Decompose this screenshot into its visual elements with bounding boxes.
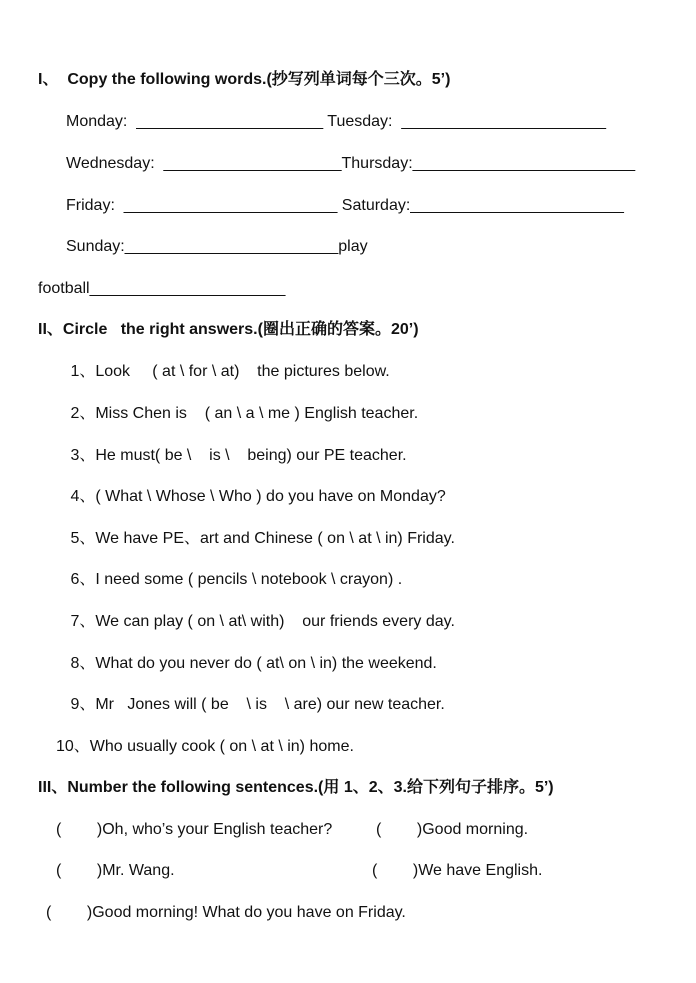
- sentence-3: ( )Mr. Wang.: [56, 862, 175, 879]
- question-4: 4、( What \ Whose \ Who ) do you have on Monday?: [66, 488, 446, 505]
- sentence-1: ( )Oh, who’s your English teacher?: [56, 821, 333, 838]
- copy-row-football: football______________________: [38, 280, 286, 297]
- question-6: 6、I need some ( pencils \ notebook \ crayon) .: [66, 571, 403, 588]
- question-3: 3、He must( be \ is \ being) our PE teacher.: [66, 447, 407, 464]
- copy-row-monday-tuesday: Monday: _____________________ Tuesday: _______________________: [66, 113, 607, 130]
- question-9: 9、Mr Jones will ( be \ is \ are) our new teacher.: [66, 696, 445, 713]
- question-2: 2、Miss Chen is ( an \ a \ me ) English teacher.: [66, 405, 419, 422]
- section-3-title: III、Number the following sentences.(用 1、2、3.给下列句子排序。5’): [38, 779, 554, 796]
- sentence-2: ( )Good morning.: [376, 821, 529, 838]
- question-7: 7、We can play ( on \ at\ with) our friends every day.: [66, 613, 455, 630]
- copy-row-wednesday-thursday: Wednesday: ____________________Thursday:_________________________: [66, 155, 636, 172]
- question-8: 8、What do you never do ( at\ on \ in) the weekend.: [66, 655, 437, 672]
- copy-row-sunday-play: Sunday:________________________play: [66, 238, 368, 255]
- question-10: 10、Who usually cook ( on \ at \ in) home.: [56, 738, 354, 755]
- sentence-4: ( )We have English.: [372, 862, 543, 879]
- question-5: 5、We have PE、art and Chinese ( on \ at \ in) Friday.: [66, 530, 455, 547]
- section-2-title: II、Circle the right answers.(圈出正确的答案。20’): [38, 321, 419, 338]
- copy-row-friday-saturday: Friday: ________________________ Saturday:________________________: [66, 197, 624, 214]
- sentence-5: ( )Good morning! What do you have on Friday.: [46, 904, 406, 921]
- section-1-title: I、 Copy the following words.(抄写列单词每个三次。5’): [38, 71, 451, 88]
- question-1: 1、Look ( at \ for \ at) the pictures below.: [66, 363, 390, 380]
